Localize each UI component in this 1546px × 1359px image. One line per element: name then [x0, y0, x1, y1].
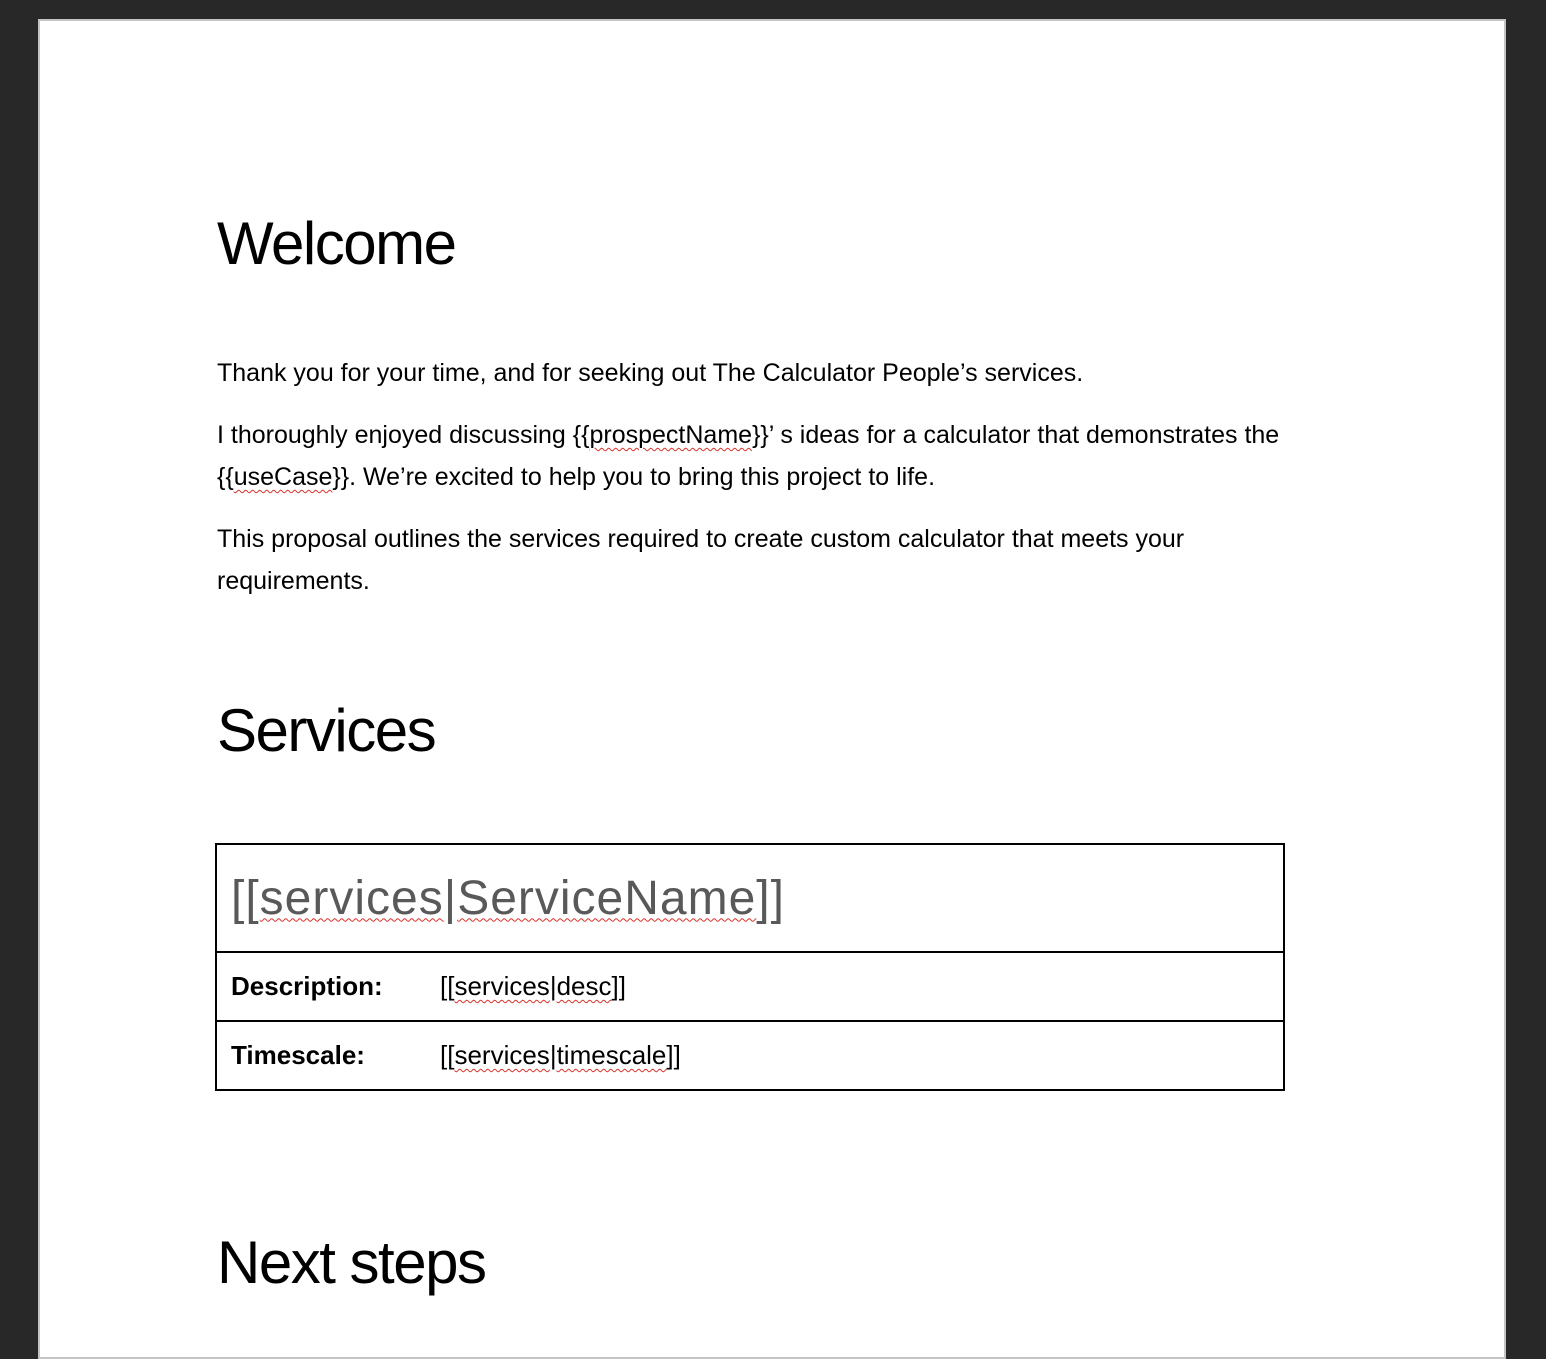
document-page: [38, 19, 1506, 1359]
welcome-paragraph-3[interactable]: This proposal outlines the services required to create custom calculator that meets your requirements.: [217, 525, 1185, 595]
field-separator: |: [549, 1040, 557, 1070]
text-fragment: }}’ s ideas for a calculator that demonstrates the {{: [217, 421, 1280, 491]
heading-welcome: Welcome: [217, 210, 456, 277]
bracket-close: ]]: [666, 1040, 681, 1070]
text-fragment: I thoroughly enjoyed discussing {{: [217, 421, 590, 449]
timescale-row: [216, 1021, 1284, 1090]
service-name-cell[interactable]: [216, 844, 1284, 952]
field-separator: |: [443, 871, 458, 925]
heading-services: Services: [217, 697, 436, 764]
bracket-open: [[: [231, 871, 260, 925]
welcome-paragraph-1[interactable]: Thank you for your time, and for seeking out The Calculator People’s services.: [217, 359, 1084, 387]
welcome-paragraph-2[interactable]: [217, 414, 1287, 498]
bracket-open: [[: [440, 1040, 455, 1070]
timescale-value-cell[interactable]: [426, 1021, 1284, 1090]
field-services: services: [454, 971, 550, 1001]
description-value-cell[interactable]: [426, 952, 1284, 1021]
description-label: Description:: [216, 952, 426, 1021]
heading-next-steps: Next steps: [217, 1229, 486, 1296]
bracket-close: ]]: [611, 971, 626, 1001]
timescale-label: Timescale:: [216, 1021, 426, 1090]
placeholder-prospect-name[interactable]: prospectName: [589, 421, 753, 449]
field-service-name: ServiceName: [457, 871, 757, 925]
bracket-open: [[: [440, 971, 455, 1001]
field-separator: |: [549, 971, 557, 1001]
field-timescale: timescale: [556, 1040, 667, 1070]
field-services: services: [454, 1040, 550, 1070]
field-desc: desc: [556, 971, 612, 1001]
description-row: [216, 952, 1284, 1021]
bracket-close: ]]: [756, 871, 785, 925]
text-fragment: }}. We’re excited to help you to bring this project to life.: [332, 463, 936, 491]
services-table: [215, 843, 1285, 1091]
placeholder-use-case[interactable]: useCase: [233, 463, 333, 491]
service-name-row: [216, 844, 1284, 952]
field-services: services: [259, 871, 444, 925]
